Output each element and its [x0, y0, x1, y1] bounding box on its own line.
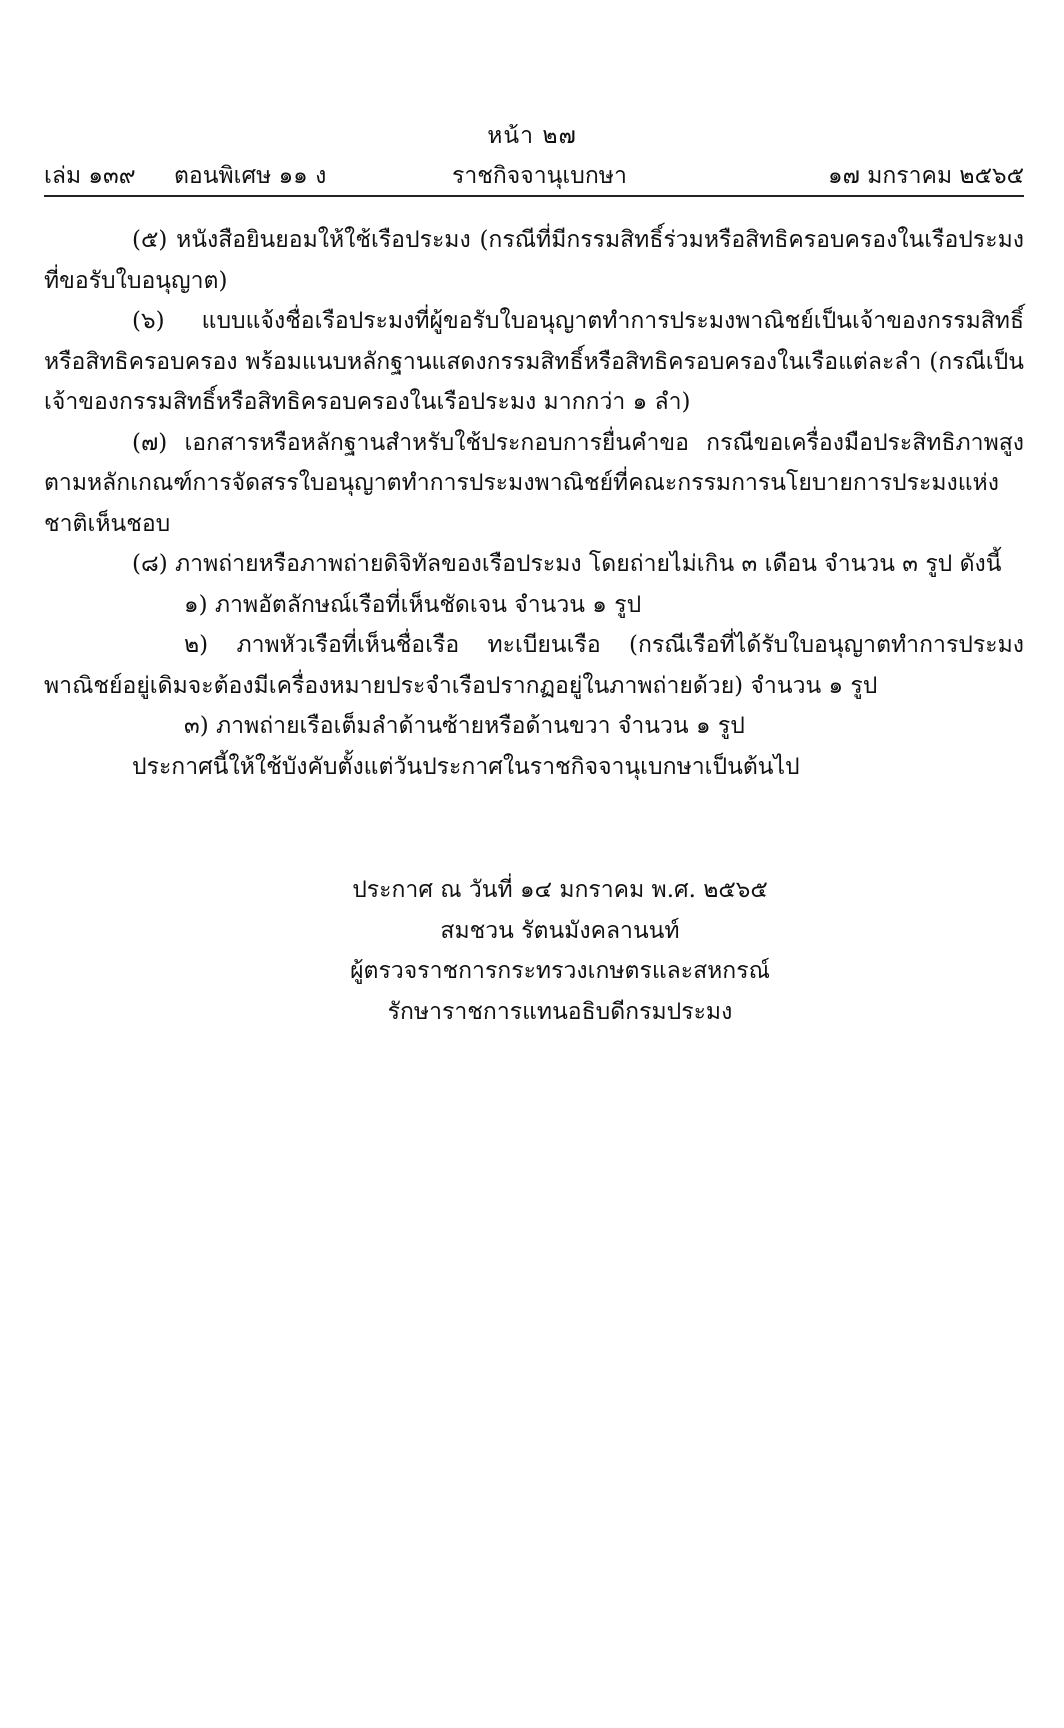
- publication-date: ๑๗ มกราคม ๒๕๖๕: [828, 163, 1024, 189]
- clause-6: (๖) แบบแจ้งชื่อเรือประมงที่ผู้ขอรับใบอนุญาตทำการประมงพาณิชย์เป็นเจ้าของกรรมสิทธิ์หรือสิทธิครอบครอง พร้อมแนบหลักฐานแสดงกรรมสิทธิ์หรือสิทธิครอบครองในเรือแต่ละลำ (กรณีเป็นเจ้าของกรรมสิทธิ์หรือสิทธิครอบครองในเรือประมง มากกว่า ๑ ลำ): [44, 308, 1024, 415]
- gazette-name: ราชกิจจานุเบกษา: [452, 163, 627, 189]
- signatory-position: ผู้ตรวจราชการกระทรวงเกษตรและสหกรณ์: [350, 958, 770, 984]
- effective-clause: ประกาศนี้ให้ใช้บังคับตั้งแต่วันประกาศในราชกิจจานุเบกษาเป็นต้นไป: [132, 753, 800, 780]
- photo-requirement-3: ๓) ภาพถ่ายเรือเต็มลำด้านซ้ายหรือด้านขวา จำนวน ๑ รูป: [184, 713, 745, 739]
- page-number: หน้า ๒๗: [487, 123, 577, 149]
- clause-7: (๗) เอกสารหรือหลักฐานสำหรับใช้ประกอบการยื่นคำขอ กรณีขอเครื่องมือประสิทธิภาพสูงตามหลักเกณฑ์การจัดสรรใบอนุญาตทำการประมงพาณิชย์ที่คณะกรรมการนโยบายการประมงแห่งชาติเห็นชอบ: [44, 429, 1024, 537]
- header-divider: [44, 195, 1024, 197]
- signatory-name: สมชวน รัตนมังคลานนท์: [440, 917, 680, 944]
- photo-requirement-1: ๑) ภาพอัตลักษณ์เรือที่เห็นชัดเจน จำนวน ๑ รูป: [184, 591, 642, 618]
- signature-block: [300, 870, 820, 1032]
- clause-5: (๕) หนังสือยินยอมให้ใช้เรือประมง (กรณีที่มีกรรมสิทธิ์ร่วมหรือสิทธิครอบครองในเรือประมงที่ขอรับใบอนุญาต): [44, 227, 1024, 294]
- volume-number: เล่ม ๑๓๙: [44, 163, 136, 189]
- document-body: [44, 220, 1024, 787]
- section-number: ตอนพิเศษ ๑๑ ง: [174, 163, 327, 189]
- signatory-acting-role: รักษาราชการแทนอธิบดีกรมประมง: [387, 998, 733, 1025]
- photo-requirement-2: ๒) ภาพหัวเรือที่เห็นชื่อเรือ ทะเบียนเรือ (กรณีเรือที่ได้รับใบอนุญาตทำการประมงพาณิชย์อยู่เดิมจะต้องมีเครื่องหมายประจำเรือปรากฏอยู่ในภาพถ่ายด้วย) จำนวน ๑ รูป: [44, 632, 1024, 699]
- gazette-header: [44, 158, 1024, 192]
- announcement-date: ประกาศ ณ วันที่ ๑๔ มกราคม พ.ศ. ๒๕๖๕: [352, 877, 768, 903]
- clause-8: (๘) ภาพถ่ายหรือภาพถ่ายดิจิทัลของเรือประมง โดยถ่ายไม่เกิน ๓ เดือน จำนวน ๓ รูป ดังนี้: [132, 551, 1002, 577]
